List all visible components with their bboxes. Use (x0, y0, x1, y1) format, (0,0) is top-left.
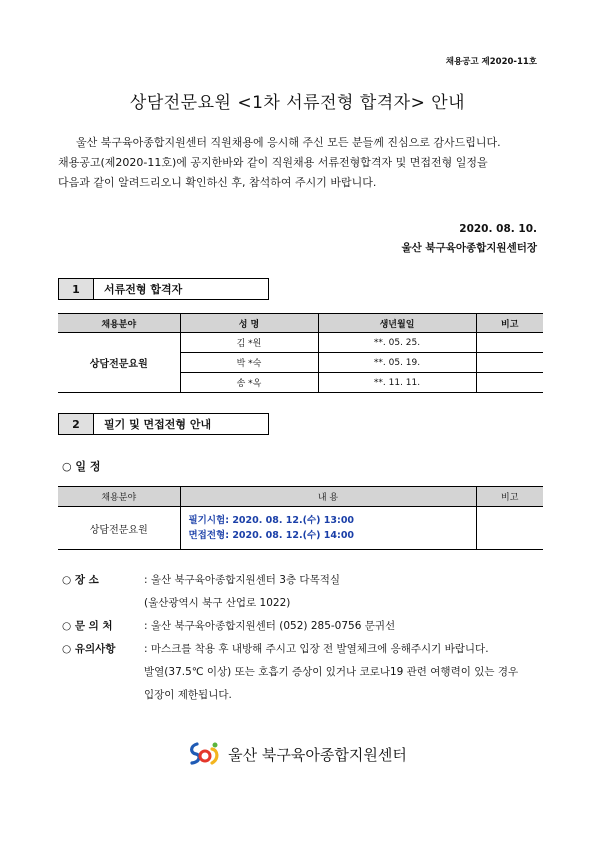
section2-header (58, 413, 269, 435)
name-cell: 박 *숙 (180, 353, 318, 373)
issuer: 울산 북구육아종합지원센터장 (401, 242, 537, 254)
field-cell: 상담전문요원 (58, 507, 180, 550)
caution-info (62, 639, 489, 659)
place-value: : 울산 북구육아종합지원센터 3층 다목적실 (144, 574, 340, 586)
table-header-row (58, 487, 543, 507)
footer-logo (0, 741, 595, 767)
header-note: 비고 (476, 314, 543, 333)
table-header-row (58, 314, 543, 333)
place-info (62, 570, 340, 590)
header-field: 채용분야 (58, 314, 180, 333)
notice-number: 채용공고 제2020-11호 (445, 57, 537, 67)
place-address: (울산광역시 북구 산업로 1022) (144, 597, 291, 609)
name-cell: 김 *원 (180, 333, 318, 353)
header-birth: 생년월일 (318, 314, 476, 333)
table-row (58, 333, 543, 353)
intro-line-3: 다음과 같이 알려드리오니 확인하신 후, 참석하여 주시기 바랍니다. (58, 176, 377, 189)
note-cell (476, 353, 543, 373)
header-note: 비고 (476, 487, 543, 507)
content-cell (180, 507, 476, 550)
passers-table (58, 313, 543, 393)
birth-cell: **. 05. 19. (318, 353, 476, 373)
date-block (401, 220, 537, 258)
issue-date: 2020. 08. 10. (459, 223, 537, 235)
caution-line-2: 발열(37.5℃ 이상) 또는 호흡기 증상이 있거나 코로나19 관련 여행력이 있는 경우 (144, 666, 519, 678)
intro-line-2: 채용공고(제2020-11호)에 공지한바와 같이 직원채용 서류전형합격자 및 면접전형 일정을 (58, 156, 488, 169)
contact-info (62, 616, 395, 636)
caution-label: ○ 유의사항 (62, 643, 116, 655)
section2-number: 2 (58, 413, 94, 435)
caution-line-3: 입장이 제한됩니다. (144, 689, 232, 701)
section1-title: 서류전형 합격자 (94, 278, 269, 300)
intro-line-1: 울산 북구육아종합지원센터 직원채용에 응시해 주신 모든 분들께 진심으로 감사드립니다. (76, 136, 501, 149)
contact-label: ○ 문 의 처 (62, 620, 113, 632)
section1-number: 1 (58, 278, 94, 300)
header-content: 내 용 (180, 487, 476, 507)
header-field: 채용분야 (58, 487, 180, 507)
name-cell: 송 *옥 (180, 373, 318, 393)
intro-paragraph (58, 133, 543, 193)
written-exam-time: 필기시험: 2020. 08. 12.(수) 13:00 (188, 515, 355, 526)
field-cell: 상담전문요원 (58, 333, 180, 393)
caution-value: : 마스크를 착용 후 내방해 주시고 입장 전 발열체크에 응해주시기 바랍니다. (144, 643, 489, 655)
place-label: ○ 장 소 (62, 574, 99, 586)
note-cell (476, 507, 543, 550)
birth-cell: **. 11. 11. (318, 373, 476, 393)
table-row (58, 507, 543, 550)
note-cell (476, 333, 543, 353)
header-name: 성 명 (180, 314, 318, 333)
contact-value: : 울산 북구육아종합지원센터 (052) 285-0756 문귀선 (144, 620, 396, 632)
section2-title: 필기 및 면접전형 안내 (94, 413, 269, 435)
page-title: 상담전문요원 <1차 서류전형 합격자> 안내 (129, 93, 466, 113)
section1-header (58, 278, 269, 300)
note-cell (476, 373, 543, 393)
interview-time: 면접전형: 2020. 08. 12.(수) 14:00 (188, 530, 355, 541)
birth-cell: **. 05. 25. (318, 333, 476, 353)
footer-org-name: 울산 북구육아종합지원센터 (228, 745, 407, 764)
schedule-table (58, 486, 543, 550)
center-logo-icon (188, 741, 222, 767)
schedule-label: ○ 일 정 (62, 460, 101, 473)
